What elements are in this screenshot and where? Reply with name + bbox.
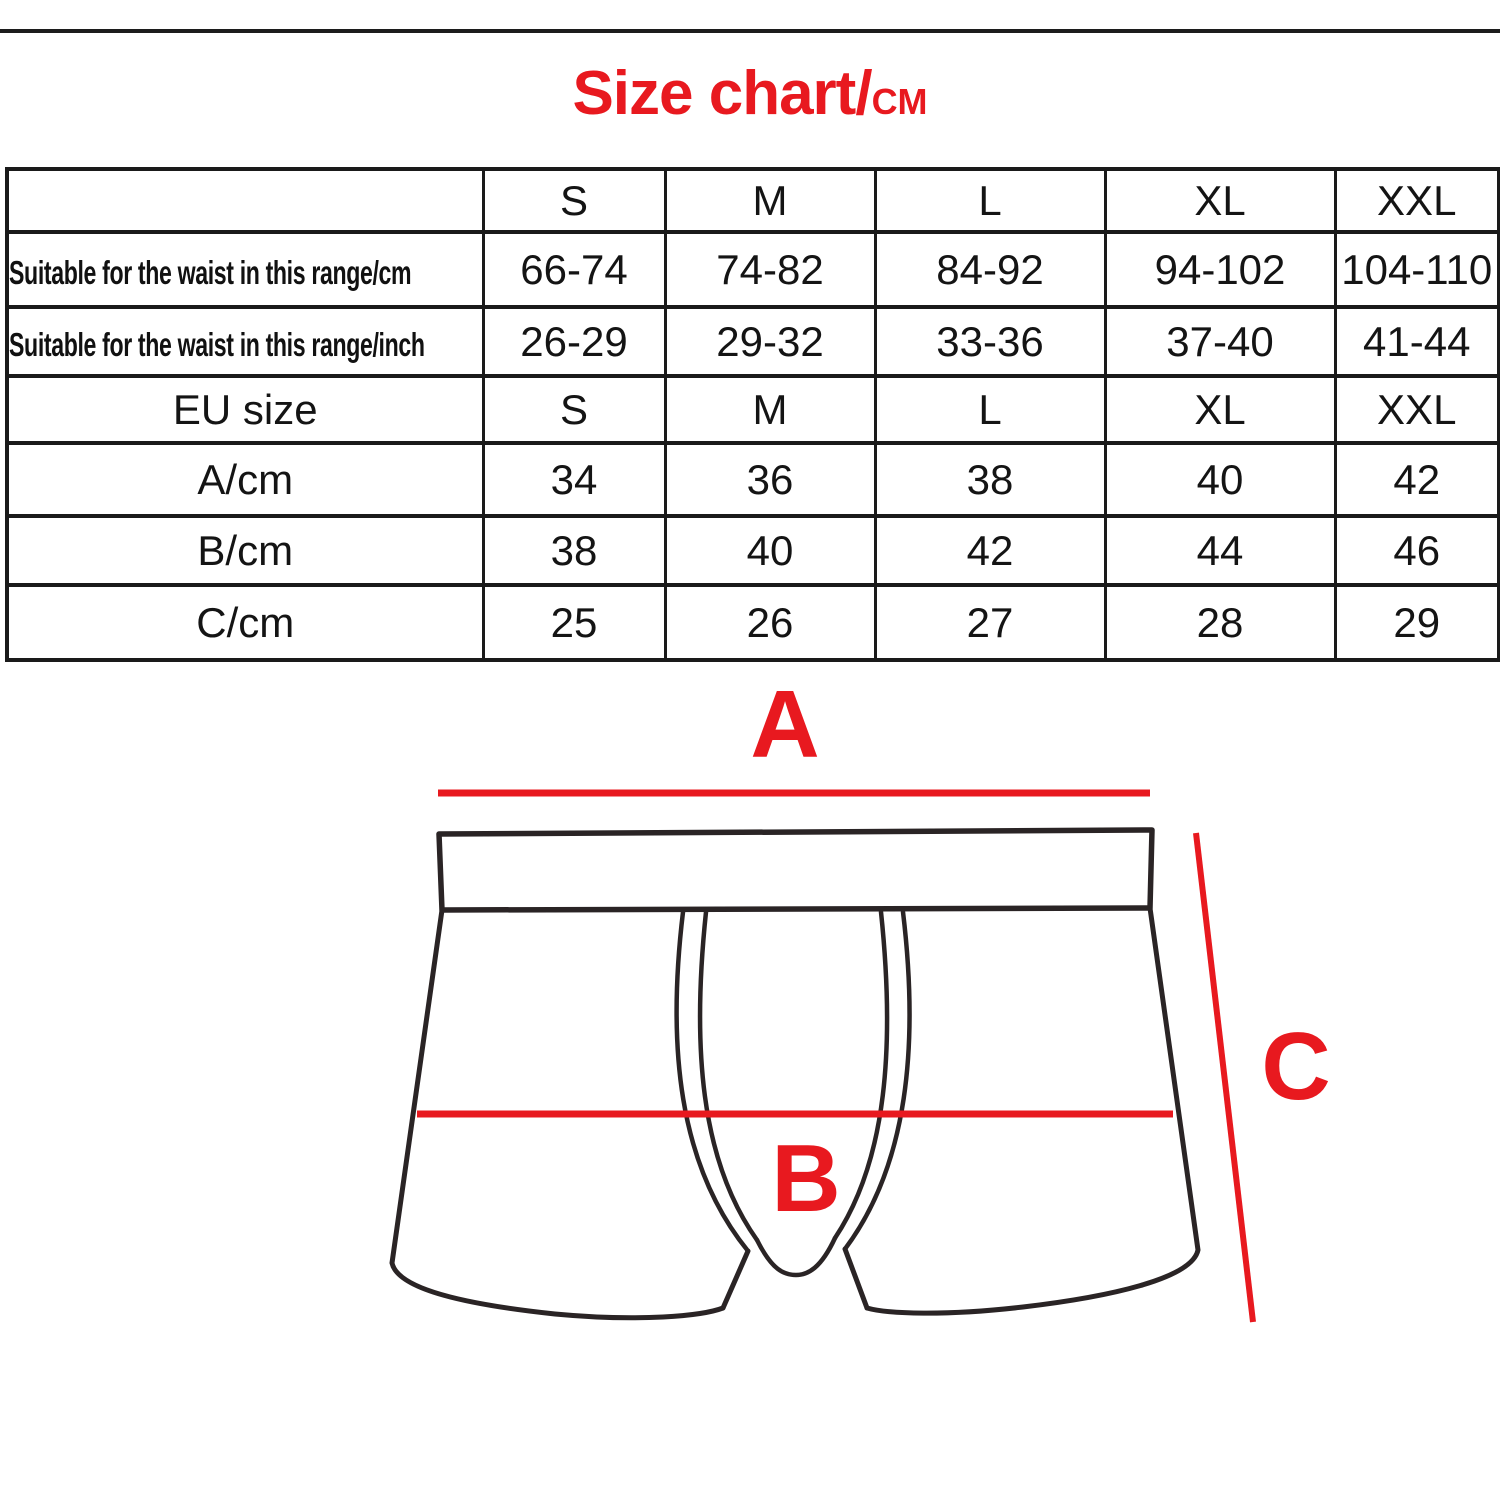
measure-label-a: A — [750, 671, 820, 778]
value-cell: 36 — [665, 443, 875, 516]
size-table — [5, 167, 1500, 662]
value-cell: L — [875, 376, 1105, 443]
value-cell: 42 — [1335, 443, 1499, 516]
row-label-eu-size: EU size — [7, 376, 483, 443]
value-cell: 38 — [875, 443, 1105, 516]
table-row-b-cm — [7, 516, 1499, 585]
value-cell: 74-82 — [665, 232, 875, 307]
value-cell: 104-110 — [1335, 232, 1499, 307]
table-row-waist-inch — [7, 307, 1499, 376]
row-label-b-cm: B/cm — [7, 516, 483, 585]
value-cell: 38 — [483, 516, 665, 585]
page-title-unit: CM — [871, 81, 928, 122]
row-label-c-cm: C/cm — [7, 585, 483, 660]
value-cell: 40 — [1105, 443, 1335, 516]
boxer-measurement-diagram — [0, 660, 1500, 1380]
value-cell: XXL — [1335, 376, 1499, 443]
value-cell: 46 — [1335, 516, 1499, 585]
value-cell: 34 — [483, 443, 665, 516]
page-title — [0, 58, 1500, 129]
value-cell: 29 — [1335, 585, 1499, 660]
value-cell: 40 — [665, 516, 875, 585]
value-cell: 42 — [875, 516, 1105, 585]
row-label-waist-cm: Suitable for the waist in this range/cm — [7, 232, 483, 307]
table-row-eu-size — [7, 376, 1499, 443]
measure-label-c: C — [1261, 1013, 1331, 1120]
inseam-right-connector — [845, 1249, 867, 1308]
inseam-left-connector — [723, 1251, 748, 1308]
pouch-bottom-curve — [757, 1238, 835, 1275]
table-header-row — [7, 169, 1499, 232]
value-cell: 27 — [875, 585, 1105, 660]
column-header-m: M — [665, 169, 875, 232]
measure-line-c — [1196, 833, 1253, 1322]
value-cell: 66-74 — [483, 232, 665, 307]
value-cell: 94-102 — [1105, 232, 1335, 307]
crotch-seam-left-outer — [677, 912, 748, 1251]
measure-label-b: B — [771, 1125, 841, 1232]
value-cell: 26 — [665, 585, 875, 660]
table-row-a-cm — [7, 443, 1499, 516]
column-header-xxl: XXL — [1335, 169, 1499, 232]
value-cell: 33-36 — [875, 307, 1105, 376]
table-row-waist-cm — [7, 232, 1499, 307]
table-row-c-cm — [7, 585, 1499, 660]
value-cell: 44 — [1105, 516, 1335, 585]
top-divider-line — [0, 29, 1500, 33]
column-header-xl: XL — [1105, 169, 1335, 232]
page-title-text: Size chart/ — [572, 59, 872, 128]
row-label-a-cm: A/cm — [7, 443, 483, 516]
waistband-outline — [439, 830, 1152, 910]
value-cell: 28 — [1105, 585, 1335, 660]
value-cell: 29-32 — [665, 307, 875, 376]
value-cell: S — [483, 376, 665, 443]
value-cell: 37-40 — [1105, 307, 1335, 376]
value-cell: 25 — [483, 585, 665, 660]
column-header-empty — [7, 169, 483, 232]
value-cell: 41-44 — [1335, 307, 1499, 376]
row-label-waist-inch: Suitable for the waist in this range/inch — [7, 307, 483, 376]
column-header-s: S — [483, 169, 665, 232]
column-header-l: L — [875, 169, 1105, 232]
value-cell: 26-29 — [483, 307, 665, 376]
value-cell: M — [665, 376, 875, 443]
value-cell: 84-92 — [875, 232, 1105, 307]
value-cell: XL — [1105, 376, 1335, 443]
